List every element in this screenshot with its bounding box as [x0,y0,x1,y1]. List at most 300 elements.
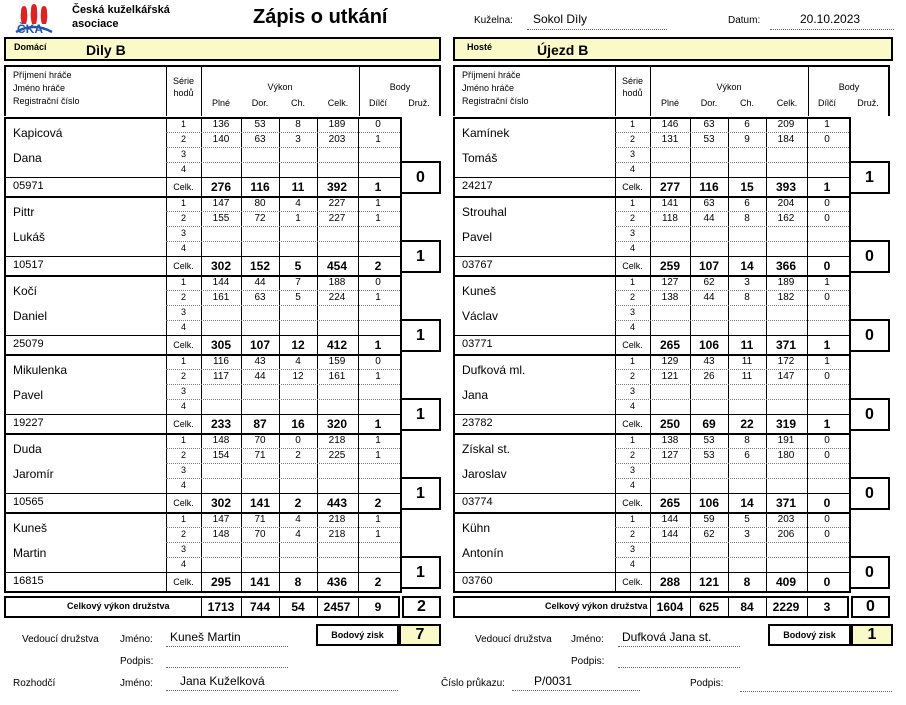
guest-total-value: 116 [699,180,719,194]
guest-total-value: 15 [740,180,754,194]
guest-serie-number: 2 [629,529,635,539]
home-series-value: 53 [254,119,266,130]
home-series-value: 154 [212,450,230,461]
guest-series-value: 1 [824,119,830,130]
home-row-sep [166,369,400,370]
guest-total-value: 11 [740,338,754,352]
home-series-value: 218 [328,529,346,540]
guest-team-total-druz: 0 [851,596,890,618]
home-total-value: 16 [291,417,305,431]
home-block-border [4,354,6,433]
guest-player-surname: Získal st. [462,442,511,456]
home-serie-number: 3 [180,386,186,396]
home-player-reg: 10517 [13,259,44,271]
home-series-value: 80 [254,198,266,209]
guest-total-value: 8 [743,575,751,589]
guest-total-sep [453,493,849,494]
home-player-name: Jaromír [13,467,54,481]
home-series-value: 159 [328,356,346,367]
guest-druzstvo-point: 0 [849,477,890,510]
guest-row-sep [615,369,849,370]
home-serie-number: 2 [180,213,186,223]
home-series-value: 12 [292,371,304,382]
guest-podpis-label: Podpis: [571,656,605,667]
home-col-vykon: Výkon [267,82,293,92]
home-total-value: 2 [294,496,302,510]
home-col-player-l3: Registrační číslo [13,96,80,106]
guest-series-value: 8 [744,435,750,446]
guest-total-sep [453,335,849,336]
guest-serie-number: 1 [629,198,635,208]
home-total-value: 276 [210,180,232,194]
guest-serie-number: 4 [629,401,635,411]
home-player-surname: Duda [13,442,42,456]
guest-row-sep [615,320,849,321]
guest-player-surname: Strouhal [462,205,507,219]
home-series-value: 0 [375,119,381,130]
home-series-value: 144 [212,277,230,288]
home-series-value: 225 [328,450,346,461]
guest-series-value: 11 [741,371,753,382]
home-series-value: 71 [254,514,266,525]
guest-series-value: 5 [744,514,750,525]
home-serie-number: 2 [180,292,186,302]
guest-serie-number: 1 [629,514,635,524]
guest-row-sep [615,147,849,148]
home-series-value: 1 [375,529,381,540]
guest-block-border [453,433,455,512]
guest-series-value: 162 [777,213,795,224]
guest-score-table [453,0,893,705]
home-col-body: Body [389,82,411,92]
guest-row-sep [615,305,849,306]
guest-series-value: 146 [661,119,679,130]
guest-block-border [453,117,455,196]
guest-team-total-value: 3 [823,600,831,614]
guest-total-value: 14 [740,259,754,273]
home-series-value: 0 [375,356,381,367]
guest-series-value: 59 [703,514,715,525]
guest-col-druz: Druž. [857,98,879,108]
home-serie-number: 3 [180,228,186,238]
home-series-value: 1 [375,134,381,145]
guest-serie-number: 1 [629,356,635,366]
home-total-value: 412 [326,338,348,352]
guest-series-value: 0 [824,134,830,145]
rozhodci-label: Rozhodčí [13,678,56,689]
home-total-value: 116 [250,180,270,194]
guest-series-value: 0 [824,514,830,525]
home-series-value: 72 [254,213,266,224]
home-player-reg: 16815 [13,575,44,587]
home-serie-number: 4 [180,322,186,332]
guest-total-value: 69 [702,417,716,431]
guest-total-value: 1 [823,338,831,352]
home-series-value: 43 [254,356,266,367]
guest-player-surname: Kuneš [462,284,497,298]
home-row-sep [166,527,400,528]
home-total-value: 233 [210,417,232,431]
home-series-value: 117 [213,371,229,382]
guest-total-value: 22 [740,417,754,431]
home-total-value: 152 [249,259,271,273]
guest-col-body: Body [838,82,860,92]
guest-series-value: 62 [703,529,715,540]
home-vedouci-name: Kuneš Martin [166,630,288,647]
home-celk-label: Celk. [173,182,194,192]
guest-series-value: 203 [777,514,795,525]
guest-celk-label: Celk. [622,498,643,508]
guest-series-value: 62 [703,277,715,288]
home-col-serie-l1: Série [172,76,194,86]
home-team-total-value: 1713 [207,600,235,614]
home-series-value: 148 [212,435,230,446]
guest-serie-number: 2 [629,134,635,144]
rozhodci-podpis-line [740,674,892,692]
home-score-table [4,0,444,705]
guest-serie-number: 4 [629,559,635,569]
home-series-value: 4 [295,529,301,540]
guest-druzstvo-point: 0 [849,319,890,352]
home-series-value: 227 [328,198,346,209]
home-row-sep [166,305,400,306]
home-series-value: 161 [212,292,230,303]
home-serie-number: 2 [180,529,186,539]
guest-player-reg: 03760 [462,575,493,587]
home-series-value: 63 [254,292,266,303]
guest-total-sep [453,177,849,178]
datum-value: 20.10.2023 [770,12,894,30]
home-row-sep [166,290,400,291]
home-col-serie-l2: hodů [173,88,194,98]
home-series-value: 224 [328,292,346,303]
guest-series-value: 141 [661,198,679,209]
guest-series-value: 1 [824,356,830,367]
home-series-value: 71 [254,450,266,461]
home-total-value: 295 [210,575,232,589]
guest-player-surname: Dufková ml. [462,363,526,377]
guest-total-value: 265 [659,338,681,352]
guest-total-value: 366 [775,259,797,273]
home-series-value: 188 [328,277,346,288]
home-player-reg: 19227 [13,417,44,429]
guest-serie-number: 1 [629,435,635,445]
home-serie-number: 1 [180,356,186,366]
guest-series-value: 121 [661,371,679,382]
home-total-value: 141 [249,496,271,510]
home-series-value: 140 [212,134,230,145]
guest-player-surname: Kühn [462,521,491,535]
home-druzstvo-point: 1 [400,556,441,589]
home-series-value: 63 [254,134,266,145]
guest-jmeno-label: Jméno: [571,634,604,645]
guest-series-value: 182 [777,292,795,303]
home-team-total-value: 744 [249,600,271,614]
guest-team-name: Újezd B [537,42,589,58]
guest-total-sep [453,414,849,415]
home-druzstvo-point: 1 [400,240,441,273]
guest-series-value: 144 [661,514,679,525]
home-row-sep [166,542,400,543]
home-player-reg: 10565 [13,496,44,508]
guest-series-value: 63 [703,119,715,130]
home-celk-label: Celk. [173,340,194,350]
home-serie-number: 2 [180,134,186,144]
home-series-value: 0 [375,277,381,288]
home-serie-number: 4 [180,401,186,411]
home-player-surname: Kuneš [13,521,48,535]
home-total-value: 1 [374,417,382,431]
home-total-sep [4,177,400,178]
guest-row-sep [615,132,849,133]
guest-series-value: 53 [703,134,715,145]
home-series-value: 44 [254,371,266,382]
home-series-value: 7 [295,277,301,288]
guest-series-value: 0 [824,292,830,303]
guest-serie-number: 2 [629,371,635,381]
home-player-surname: Kapicová [13,126,63,140]
home-series-value: 155 [212,213,230,224]
guest-druzstvo-point: 1 [849,161,890,194]
home-total-label: Celkový výkon družstva [67,601,170,611]
home-serie-number: 4 [180,559,186,569]
guest-row-sep [615,478,849,479]
home-total-value: 2 [374,496,382,510]
guest-total-value: 0 [823,496,831,510]
org-name-line2: asociace [72,18,119,30]
home-row-sep [166,384,400,385]
home-serie-number: 3 [180,307,186,317]
guest-series-value: 209 [777,119,795,130]
guest-series-value: 184 [777,134,795,145]
guest-serie-number: 1 [629,119,635,129]
guest-total-value: 371 [775,496,797,510]
home-series-value: 1 [375,450,381,461]
home-serie-number: 1 [180,514,186,524]
guest-series-value: 147 [777,371,795,382]
guest-series-value: 138 [661,435,679,446]
guest-total-value: 121 [698,575,720,589]
guest-row-sep [615,448,849,449]
guest-block-border [453,512,455,591]
guest-row-sep [615,162,849,163]
home-player-reg: 05971 [13,180,44,192]
home-total-sep [4,414,400,415]
guest-series-value: 138 [661,292,679,303]
guest-series-value: 26 [703,371,715,382]
home-serie-number: 3 [180,149,186,159]
guest-series-value: 53 [703,450,715,461]
guest-col-dilci: Dílčí [818,98,836,108]
guest-total-value: 106 [698,496,720,510]
home-druzstvo-point: 1 [400,398,441,431]
guest-player-reg: 23782 [462,417,493,429]
guest-team-total-value: 84 [740,600,754,614]
guest-total-value: 250 [659,417,681,431]
home-total-value: 320 [326,417,348,431]
home-total-sep [4,256,400,257]
home-serie-number: 2 [180,450,186,460]
guest-total-value: 1 [823,180,831,194]
guest-series-value: 172 [777,356,795,367]
home-serie-number: 1 [180,277,186,287]
guest-series-value: 191 [777,435,795,446]
home-series-value: 1 [375,213,381,224]
org-name-line1: Česká kuželkářská [72,4,170,16]
home-total-value: 12 [291,338,305,352]
guest-series-value: 0 [824,450,830,461]
home-serie-number: 4 [180,243,186,253]
guest-col-serie-l1: Série [621,76,643,86]
home-total-value: 302 [210,496,232,510]
guest-series-value: 8 [744,213,750,224]
home-serie-number: 1 [180,198,186,208]
home-serie-number: 1 [180,435,186,445]
home-series-value: 147 [212,198,230,209]
guest-player-name: Antonín [462,546,504,560]
guest-series-value: 0 [824,435,830,446]
guest-row-sep [615,241,849,242]
home-label: Domácí [14,42,47,52]
guest-total-value: 288 [659,575,681,589]
guest-serie-number: 3 [629,307,635,317]
home-row-sep [166,162,400,163]
home-jmeno-label: Jméno: [120,634,153,645]
guest-serie-number: 4 [629,322,635,332]
guest-series-value: 127 [661,450,679,461]
home-total-sep [4,493,400,494]
guest-series-value: 131 [661,134,679,145]
home-row-sep [166,463,400,464]
guest-series-value: 63 [703,198,715,209]
guest-series-value: 6 [744,119,750,130]
guest-total-value: 0 [823,575,831,589]
guest-series-value: 3 [744,529,750,540]
home-series-value: 1 [295,213,301,224]
guest-total-label: Celkový výkon družstva [545,601,648,611]
guest-player-name: Václav [462,309,499,323]
home-total-value: 5 [294,259,302,273]
guest-podpis-line [618,652,740,668]
home-total-value: 454 [326,259,348,273]
guest-col-celk: Celk. [776,98,798,108]
home-player-surname: Mikulenka [13,363,68,377]
home-col-druz: Druž. [408,98,430,108]
guest-row-sep [615,557,849,558]
guest-serie-number: 4 [629,164,635,174]
guest-row-sep [615,384,849,385]
home-total-sep [4,572,400,573]
logo-text: ČKA [17,22,43,36]
guest-series-value: 1 [824,277,830,288]
guest-team-total-value: 2229 [772,600,800,614]
guest-druzstvo-point: 0 [849,240,890,273]
home-total-value: 392 [326,180,348,194]
home-team-name: Dìly B [86,42,126,58]
home-vedouci-label: Vedoucí družstva [22,634,99,645]
home-serie-number: 4 [180,164,186,174]
home-player-name: Daniel [13,309,48,323]
guest-series-value: 204 [777,198,795,209]
guest-player-reg: 24217 [462,180,493,192]
guest-serie-number: 3 [629,386,635,396]
guest-serie-number: 1 [629,277,635,287]
home-total-value: 87 [253,417,267,431]
guest-player-name: Pavel [462,230,493,244]
home-row-sep [166,241,400,242]
guest-series-value: 0 [824,371,830,382]
home-podpis-line [166,652,288,668]
home-total-value: 141 [249,575,271,589]
home-block-border [4,512,6,591]
guest-player-name: Jana [462,388,489,402]
home-player-surname: Pittr [13,205,35,219]
guest-series-value: 8 [744,292,750,303]
home-row-sep [166,399,400,400]
home-total-value: 1 [374,180,382,194]
guest-row-sep [615,211,849,212]
home-total-value: 305 [210,338,232,352]
guest-player-reg: 03767 [462,259,493,271]
home-block-border [4,196,6,275]
guest-total-value: 259 [659,259,681,273]
home-team-total-druz: 2 [402,596,441,618]
home-druzstvo-point: 1 [400,477,441,510]
home-row-sep [166,211,400,212]
home-series-value: 0 [295,435,301,446]
home-total-value: 443 [326,496,348,510]
guest-series-value: 180 [777,450,795,461]
guest-serie-number: 3 [629,465,635,475]
home-row-sep [166,448,400,449]
guest-block-border [453,354,455,433]
guest-bodovy-zisk-label: Bodový zisk [768,624,851,646]
guest-series-value: 43 [703,356,715,367]
home-series-value: 189 [328,119,346,130]
guest-series-value: 53 [703,435,715,446]
guest-col-player-l1: Příjmení hráče [462,70,521,80]
home-row-sep [166,226,400,227]
guest-total-value: 107 [698,259,720,273]
home-row-sep [166,320,400,321]
guest-player-reg: 03771 [462,338,493,350]
home-total-value: 1 [374,338,382,352]
guest-series-value: 206 [777,529,795,540]
guest-celk-label: Celk. [622,261,643,271]
home-col-dor: Dor. [251,98,269,108]
guest-series-value: 9 [744,134,750,145]
home-total-value: 302 [210,259,232,273]
rozhodci-name: Jana Kuželková [166,674,398,691]
guest-col-ch: Ch. [739,98,754,108]
home-player-name: Pavel [13,388,44,402]
guest-series-value: 44 [703,213,715,224]
guest-series-value: 118 [662,213,678,224]
home-celk-label: Celk. [173,261,194,271]
guest-block-border [453,275,455,354]
guest-celk-label: Celk. [622,577,643,587]
datum-label: Datum: [728,15,761,26]
guest-col-player-l2: Jméno hráče [462,83,515,93]
guest-total-value: 14 [740,496,754,510]
guest-row-sep [615,399,849,400]
home-col-celk: Celk. [327,98,349,108]
guest-total-value: 1 [823,417,831,431]
guest-serie-number: 4 [629,480,635,490]
guest-player-name: Tomáš [462,151,498,165]
guest-serie-number: 3 [629,544,635,554]
guest-series-value: 11 [741,356,753,367]
